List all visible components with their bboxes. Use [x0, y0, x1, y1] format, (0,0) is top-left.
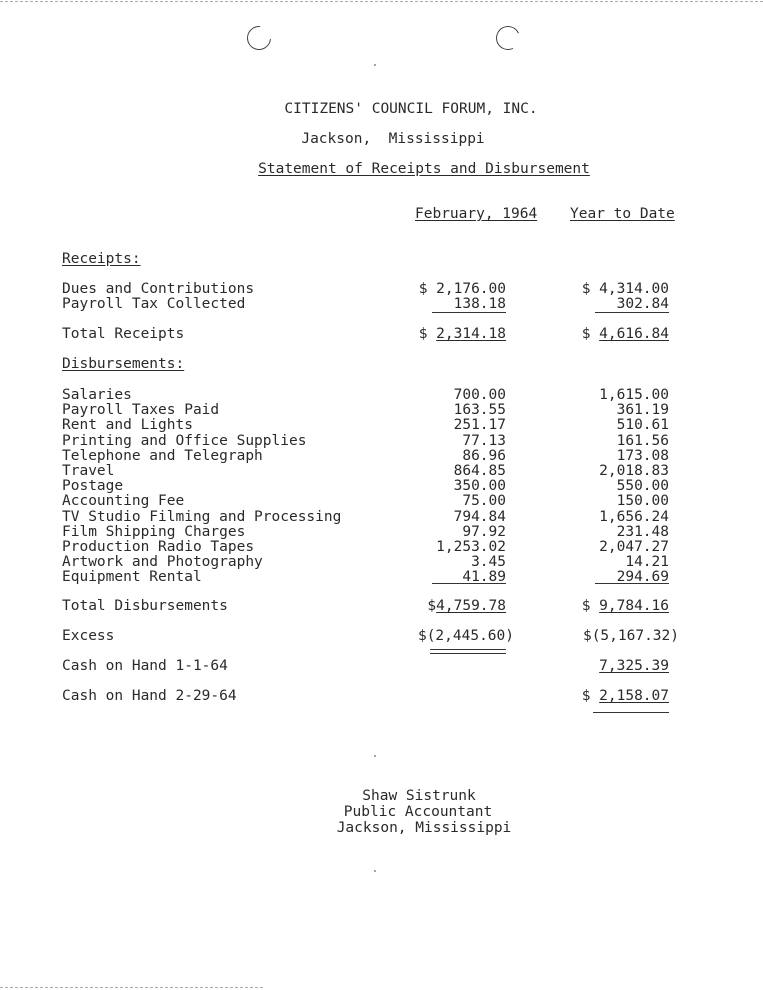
punch-hole-left [242, 21, 276, 55]
excess-ytd: $(5,167.32) [582, 628, 679, 644]
scan-speck [374, 755, 376, 757]
line-item-ytd: 231.48 [616, 523, 669, 540]
line-item-label: Postage [62, 478, 124, 495]
line-item-ytd: 150.00 [616, 493, 669, 510]
line-item-label: Travel [62, 463, 115, 479]
line-item-month: 350.00 [453, 478, 506, 495]
page-top-edge [0, 1, 763, 2]
line-item-ytd: 302.84 [616, 296, 669, 313]
currency-sign: $ [581, 326, 600, 342]
excess-label: Excess [62, 628, 115, 644]
total-disbursements-month [400, 598, 506, 614]
cash-start-ytd: 7,325.39 [599, 658, 669, 674]
excess-month: $(2,445.60) [417, 628, 514, 644]
total-disbursements-label: Total Disbursements [62, 598, 228, 614]
line-item-ytd: 1,615.00 [599, 387, 669, 403]
line-item-ytd: 14.21 [625, 554, 669, 571]
punch-hole-right [493, 23, 524, 54]
line-item-ytd: 510.61 [616, 417, 669, 434]
line-item-label: Equipment Rental [62, 569, 202, 586]
line-item-label: Rent and Lights [62, 417, 193, 434]
cash-start-label: Cash on Hand 1-1-64 [62, 658, 228, 674]
cash-end-ytd [560, 688, 669, 704]
receipts-heading: Receipts: [62, 251, 141, 267]
line-item-label: Film Shipping Charges [62, 523, 246, 540]
scan-speck [374, 64, 376, 66]
total-receipts-month [400, 326, 506, 342]
receipts-ytd-rule [595, 312, 669, 313]
line-item-ytd: 294.69 [616, 569, 669, 586]
line-item-month: 41.89 [462, 569, 506, 586]
line-item-month: 163.55 [453, 402, 506, 419]
cash-end-label: Cash on Hand 2-29-64 [62, 688, 237, 704]
line-item-ytd: 550.00 [616, 478, 669, 495]
line-item-label: Production Radio Tapes [62, 539, 255, 555]
disbursements-heading: Disbursements: [62, 356, 185, 372]
signature-title: Public Accountant [343, 804, 493, 820]
line-item-month: 75.00 [462, 493, 506, 510]
line-item-label: Printing and Office Supplies [62, 432, 307, 449]
line-item-label: TV Studio Filming and Processing [62, 508, 342, 525]
signature-name: Shaw Sistrunk [362, 788, 476, 804]
line-item-label: Telephone and Telegraph [62, 447, 263, 464]
currency-sign: $ [581, 598, 600, 614]
line-item-month: 864.85 [453, 463, 506, 479]
line-item-month: 794.84 [453, 508, 506, 525]
line-item-ytd: 2,018.83 [599, 463, 669, 479]
line-item-month: 251.17 [453, 417, 506, 434]
excess-double-rule-2 [430, 653, 506, 654]
cash-end-double-rule [593, 712, 669, 713]
excess-double-rule-1 [430, 649, 506, 650]
line-item-month: 700.00 [453, 387, 506, 403]
total-receipts-month-amount: 2,314.18 [436, 326, 506, 342]
line-item-label: Salaries [62, 387, 132, 403]
line-item-month: 1,253.02 [436, 539, 506, 555]
org-location: Jackson, Mississippi [301, 131, 485, 147]
total-receipts-label: Total Receipts [62, 326, 185, 342]
total-disbursements-ytd-amount: 9,784.16 [599, 598, 669, 614]
line-item-month: 138.18 [453, 296, 506, 313]
line-item-month: $ 2,176.00 [418, 281, 506, 297]
currency-sign: $ [581, 688, 600, 704]
receipts-month-rule [432, 312, 506, 313]
line-item-ytd: 2,047.27 [599, 539, 669, 555]
line-item-label: Accounting Fee [62, 493, 185, 510]
line-item-ytd: 361.19 [616, 402, 669, 419]
total-receipts-ytd-amount: 4,616.84 [599, 326, 669, 342]
scan-speck [374, 870, 376, 872]
line-item-ytd: 1,656.24 [599, 508, 669, 525]
line-item-month: 86.96 [462, 447, 506, 464]
org-name: CITIZENS' COUNCIL FORUM, INC. [284, 101, 538, 117]
page-bottom-edge [0, 987, 263, 988]
column-header-ytd: Year to Date [570, 206, 675, 222]
line-item-ytd: $ 4,314.00 [581, 281, 669, 297]
disb-ytd-rule [595, 583, 669, 584]
line-item-label: Payroll Tax Collected [62, 296, 246, 313]
cash-end-ytd-amount: 2,158.07 [599, 688, 669, 704]
total-disbursements-month-amount: 4,759.78 [436, 598, 506, 614]
total-disbursements-ytd [560, 598, 669, 614]
line-item-ytd: 173.08 [616, 447, 669, 464]
line-item-label: Dues and Contributions [62, 281, 255, 297]
line-item-month: 3.45 [471, 554, 506, 571]
line-item-label: Artwork and Photography [62, 554, 263, 571]
currency-sign: $ [418, 326, 437, 342]
statement-title: Statement of Receipts and Disbursement [258, 161, 590, 177]
currency-sign: $ [427, 598, 437, 614]
signature-city: Jackson, Mississippi [336, 820, 512, 836]
line-item-month: 77.13 [462, 432, 506, 449]
disb-month-rule [432, 583, 506, 584]
line-item-ytd: 161.56 [616, 432, 669, 449]
line-item-label: Payroll Taxes Paid [62, 402, 220, 419]
column-header-month: February, 1964 [415, 206, 538, 222]
line-item-month: 97.92 [462, 523, 506, 540]
total-receipts-ytd [560, 326, 669, 342]
